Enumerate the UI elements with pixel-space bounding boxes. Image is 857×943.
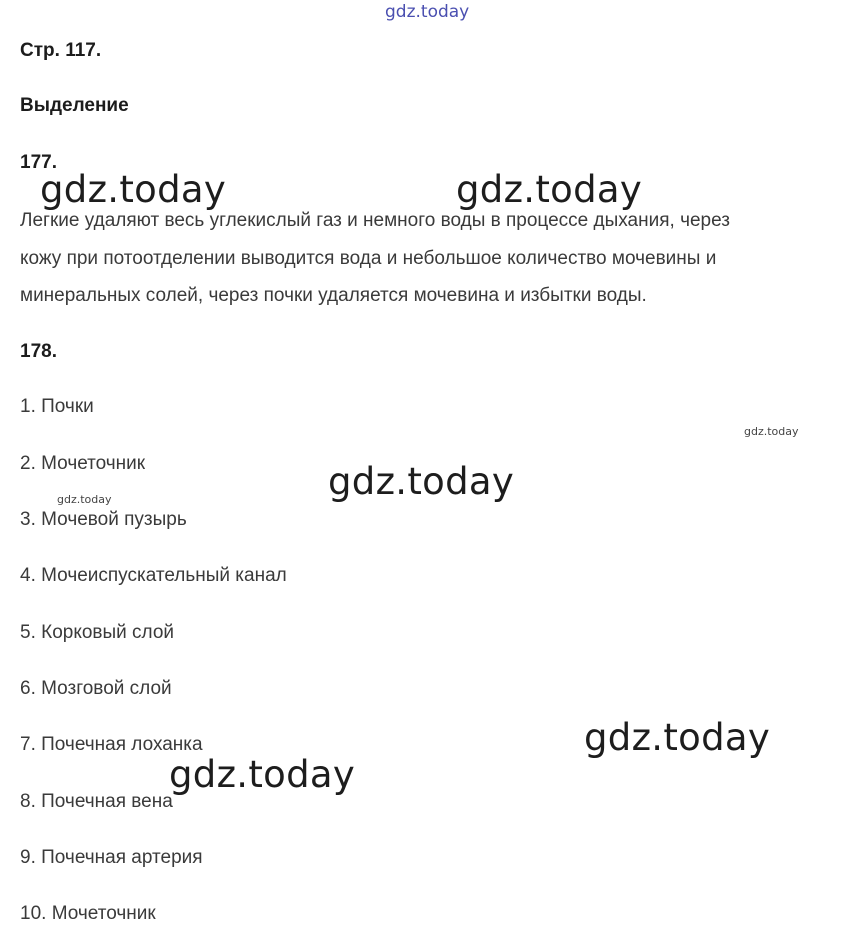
watermark: gdz.today [40, 168, 227, 211]
list-item: 5. Корковый слой [20, 622, 175, 643]
answer-line: кожу при потоотделении выводится вода и небольшое количество мочевины и [20, 247, 717, 269]
watermark-top: gdz.today [385, 2, 470, 22]
list-item: 10. Мочеточник [20, 903, 156, 924]
list-item: 4. Мочеиспускательный канал [20, 565, 287, 586]
watermark-small: gdz.today [57, 493, 112, 506]
task-177-number: 177. [20, 152, 57, 173]
list-item: 1. Почки [20, 396, 94, 417]
section-title: Выделение [20, 95, 129, 116]
answer-line: минеральных солей, через почки удаляется мочевина и избытки воды. [20, 285, 647, 306]
watermark: gdz.today [328, 460, 515, 503]
list-item: 9. Почечная артерия [20, 847, 203, 868]
task-178-number: 178. [20, 341, 57, 362]
watermark-small: gdz.today [744, 425, 799, 438]
watermark: gdz.today [456, 168, 643, 211]
task-177-answer [20, 202, 850, 315]
list-item: 2. Мочеточник [20, 453, 146, 474]
watermark: gdz.today [169, 753, 356, 796]
list-item: 3. Мочевой пузырь [20, 509, 187, 530]
answer-line: Легкие удаляют весь углекислый газ и немного воды в процессе дыхания, через [20, 210, 730, 231]
page-label: Стр. 117. [20, 40, 102, 61]
list-item: 8. Почечная вена [20, 791, 173, 812]
watermark: gdz.today [584, 716, 771, 759]
list-item: 6. Мозговой слой [20, 678, 172, 699]
list-item: 7. Почечная лоханка [20, 734, 203, 755]
